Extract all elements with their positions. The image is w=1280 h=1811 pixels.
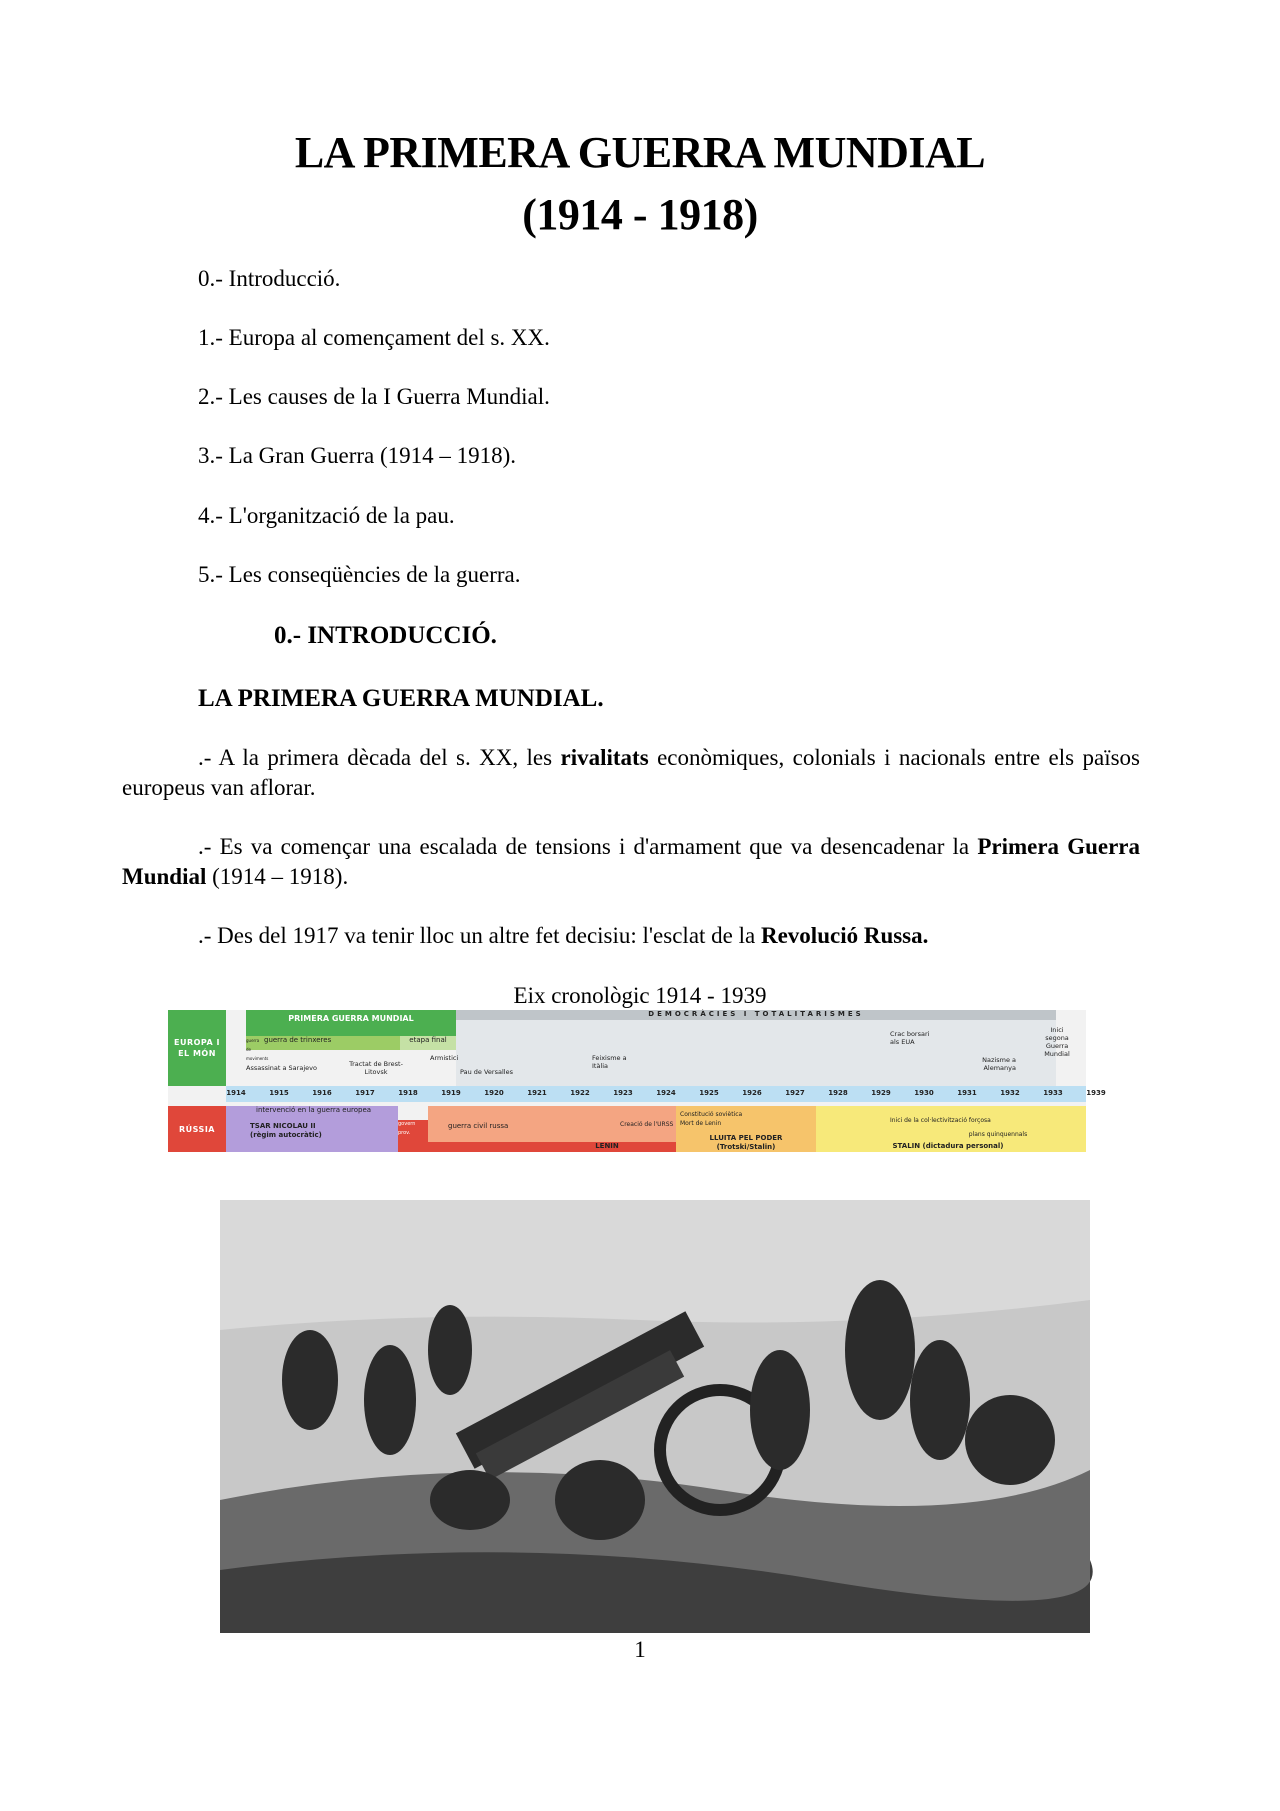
artillery-photo-illustration (220, 1200, 1090, 1633)
timeline-year-1931: 1931 (957, 1089, 977, 1097)
paragraph-2-text-a: .- Es va començar una escalada de tensions i d'armament que va desencadenar la (198, 834, 978, 859)
band-moviments: guerra de moviments (246, 1038, 269, 1061)
war-band: PRIMERA GUERRA MUNDIAL (246, 1010, 456, 1036)
timeline-year-1929: 1929 (871, 1089, 891, 1097)
colectivitzacio-label: Inici de la col·lectivització forçosa (890, 1117, 991, 1124)
band-trinxeres: guerra de trinxeres (260, 1036, 404, 1050)
timeline-row-russia: RÚSSIA (168, 1106, 226, 1152)
paragraph-1 (122, 743, 1140, 803)
paragraph-1-bold: rivalitats (560, 745, 649, 770)
timeline-year-1930: 1930 (914, 1089, 934, 1097)
toc-item-0: 0.- Introducció. (198, 266, 341, 291)
toc-item-3: 3.- La Gran Guerra (1914 – 1918). (198, 443, 517, 468)
timeline-year-1933: 1933 (1043, 1089, 1063, 1097)
band-light-grey (456, 1020, 1056, 1086)
document-title-line1: LA PRIMERA GUERRA MUNDIAL (294, 128, 986, 177)
timeline-year-1928: 1928 (828, 1089, 848, 1097)
timeline-caption: Eix cronològic 1914 - 1939 (513, 983, 767, 1008)
event-versalles: Pau de Versalles (460, 1068, 513, 1076)
section-heading: 0.- INTRODUCCIÓ. (274, 622, 497, 649)
band-guerra-civil: guerra civil russa (428, 1106, 616, 1152)
timeline-year-1922: 1922 (570, 1089, 590, 1097)
timeline-year-1939: 1939 (1086, 1089, 1106, 1097)
page-number: 1 (634, 1637, 646, 1662)
timeline-year-1915: 1915 (269, 1089, 289, 1097)
event-armistici: Armistici (430, 1054, 459, 1062)
paragraph-3 (122, 921, 1140, 951)
constitucio-label: Constitució soviètica (680, 1111, 743, 1118)
paragraph-1-text-c: econòmiques, colonials i nacionals entre els països europeus van aflorar. (122, 745, 1140, 800)
artillery-photo (220, 1200, 1090, 1633)
toc-item-5: 5.- Les conseqüències de la guerra. (198, 562, 521, 587)
band-govern: govern prov. (398, 1120, 428, 1152)
timeline-year-1916: 1916 (312, 1089, 332, 1097)
band-etapa-final: etapa final (400, 1036, 456, 1050)
toc-item-4: 4.- L'organització de la pau. (198, 503, 455, 528)
event-brest: Tractat de Brest-Litovsk (349, 1060, 403, 1076)
tsar-label: TSAR NICOLAU II (250, 1122, 316, 1130)
event-feixisme: Feixisme a Itàlia (592, 1054, 627, 1070)
band-urss: Creació de l'URSS (616, 1106, 676, 1142)
paragraph-2-bold: Primera Guerra Mundial (122, 834, 1141, 889)
paragraph-2-text-c: (1914 – 1918). (206, 864, 349, 889)
document-title-line2: (1914 - 1918) (522, 190, 758, 239)
timeline-year-1926: 1926 (742, 1089, 762, 1097)
timeline-year-1920: 1920 (484, 1089, 504, 1097)
timeline-year-1927: 1927 (785, 1089, 805, 1097)
toc-item-2: 2.- Les causes de la I Guerra Mundial. (198, 384, 550, 409)
band-intervencio: intervenció en la guerra europea (226, 1106, 398, 1120)
timeline-figure (168, 1010, 1106, 1152)
mort-lenin-label: Mort de Lenin (680, 1120, 722, 1127)
timeline-year-1925: 1925 (699, 1089, 719, 1097)
timeline-year-1923: 1923 (613, 1089, 633, 1097)
trotski-label: (Trotski/Stalin) (716, 1143, 776, 1151)
event-sarajevo: Assassinat a Sarajevo (246, 1064, 317, 1072)
paragraph-3-text-a: .- Des del 1917 va tenir lloc un altre fet decisiu: l'esclat de la (198, 923, 761, 948)
paragraph-1-text-a: .- A la primera dècada del s. XX, les (198, 745, 561, 770)
timeline-row-europe: EUROPA I EL MÓN (168, 1010, 226, 1086)
band-tsar (226, 1120, 414, 1152)
event-crac: Crac borsari als EUA (890, 1030, 930, 1046)
timeline-year-1921: 1921 (527, 1089, 547, 1097)
timeline-year-1917: 1917 (355, 1089, 375, 1097)
regim-label: (règim autocràtic) (250, 1131, 322, 1139)
toc-item-1: 1.- Europa al començament del s. XX. (198, 325, 550, 350)
band-lluita (676, 1132, 816, 1152)
stalin-label: STALIN (dictadura personal) (892, 1142, 1004, 1150)
event-inici-segona: Inici segona Guerra Mundial (1044, 1026, 1070, 1058)
timeline-year-1924: 1924 (656, 1089, 676, 1097)
sub-heading: LA PRIMERA GUERRA MUNDIAL. (198, 685, 604, 712)
timeline-year-1919: 1919 (441, 1089, 461, 1097)
band-lenin: LENIN (398, 1142, 816, 1152)
paragraph-3-bold: Revolució Russa. (760, 923, 929, 948)
timeline-year-1932: 1932 (1000, 1089, 1020, 1097)
plans-label: plans quinquennals (968, 1131, 1028, 1138)
lluita-label: LLUITA PEL PODER (709, 1134, 783, 1142)
democracies-band: DEMOCRÀCIES I TOTALITARISMES (456, 1010, 1056, 1020)
paragraph-2 (122, 832, 1140, 892)
event-nazisme: Nazisme a Alemanya (982, 1056, 1016, 1072)
timeline-year-1914: 1914 (226, 1089, 246, 1097)
timeline-year-1918: 1918 (398, 1089, 418, 1097)
